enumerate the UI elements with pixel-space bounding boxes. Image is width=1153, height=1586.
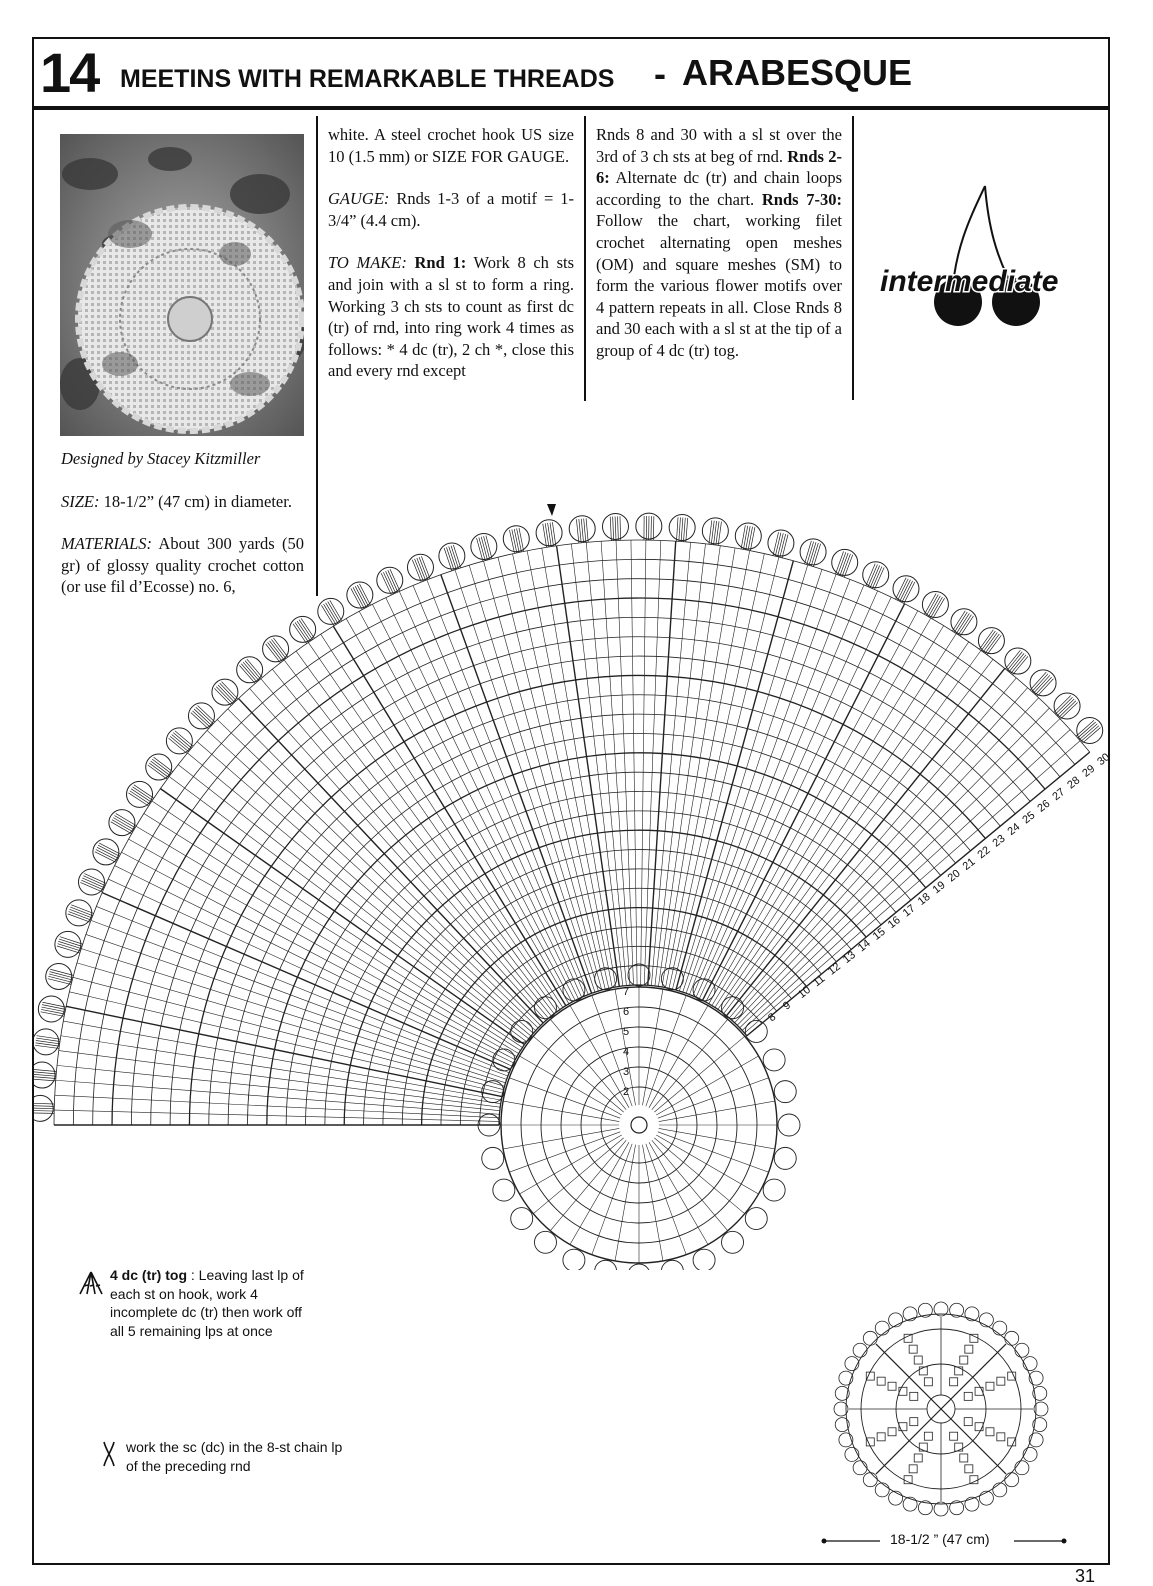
round-label: 3 bbox=[623, 1066, 629, 1078]
sc-in-chain-symbol-icon bbox=[100, 1440, 118, 1468]
size-label: SIZE: bbox=[61, 492, 100, 511]
round-label: 16 bbox=[886, 914, 903, 931]
legend-item-1-title: 4 dc (tr) tog bbox=[110, 1267, 187, 1283]
round-label: 27 bbox=[1050, 786, 1067, 803]
gauge-paragraph bbox=[328, 188, 574, 231]
round-label: 24 bbox=[1005, 821, 1022, 838]
round-label: 13 bbox=[841, 949, 858, 966]
doily-photo bbox=[60, 134, 304, 436]
middle-text-column bbox=[328, 124, 574, 403]
start-marker-icon bbox=[547, 504, 556, 516]
skill-level-badge: intermediate bbox=[880, 264, 1058, 300]
round-label: 6 bbox=[623, 1006, 629, 1018]
round-label: 26 bbox=[1035, 798, 1052, 815]
four-dc-tog-symbol-icon bbox=[76, 1270, 106, 1296]
materials-label: MATERIALS: bbox=[61, 534, 152, 553]
round-label: 20 bbox=[946, 868, 963, 885]
legend-item-sc: work the sc (dc) in the 8-st chain lp of the preceding rnd bbox=[126, 1438, 346, 1475]
rnds-7-30-label: Rnds 7-30: bbox=[762, 190, 842, 209]
rnds-7-30-text: Follow the chart, working filet crochet alternating open meshes (OM) and square meshes (SM) to form the various flower motifs over 4 pattern repeats in all. Close Rnds 8 and 30 each with a sl st at the tip of a group of 4 dc (tr) tog. bbox=[596, 211, 842, 360]
round-label: 4 bbox=[623, 1046, 629, 1058]
column-rule-3 bbox=[852, 116, 854, 400]
title-separator: - bbox=[654, 54, 666, 94]
round-label: 29 bbox=[1080, 763, 1097, 780]
round-label: 17 bbox=[901, 902, 918, 919]
gauge-text: Rnds 1-3 of a motif = 1-3/4” (4.4 cm). bbox=[328, 189, 574, 230]
to-make-paragraph bbox=[328, 252, 574, 382]
round-label: 21 bbox=[961, 856, 978, 873]
legend-item-1-text: : Leaving last lp of each st on hook, work 4 incomplete dc (tr) then work off all 5 remaining lps at once bbox=[110, 1267, 304, 1339]
round-label: 19 bbox=[931, 879, 948, 896]
round-label: 23 bbox=[990, 833, 1007, 850]
materials-continued: white. A steel crochet hook US size 10 (1.5 mm) or SIZE FOR GAUGE. bbox=[328, 124, 574, 167]
size-text: 18-1/2” (47 cm) in diameter. bbox=[104, 492, 292, 511]
rnd-continued: Rnds 8 and 30 with a sl st over the 3rd of 3 ch sts at beg of rnd. bbox=[596, 125, 842, 166]
designer-credit: Designed by Stacey Kitzmiller bbox=[61, 448, 304, 470]
crochet-chart bbox=[34, 500, 1114, 1270]
rnd1-text: Work 8 ch sts and join with a sl st to form a ring. Working 3 ch sts to count as first dc (tr) of rnd, into ring work 4 times as follows: * 4 dc (tr), 2 ch *, close this and every rnd except bbox=[328, 253, 574, 380]
round-label: 14 bbox=[856, 937, 873, 954]
round-label: 2 bbox=[623, 1086, 629, 1098]
round-label: 8 bbox=[766, 1011, 778, 1024]
round-label: 18 bbox=[916, 891, 933, 908]
rnds-2-6-text: Alternate dc (tr) and chain loops according to the chart. bbox=[596, 168, 842, 209]
round-label: 10 bbox=[796, 984, 813, 1001]
cherry-icon bbox=[870, 178, 1100, 328]
round-label: 22 bbox=[976, 844, 993, 861]
doily-overview-diagram bbox=[826, 1294, 1056, 1524]
round-label: 15 bbox=[871, 926, 888, 943]
right-text-column bbox=[596, 124, 842, 383]
round-label: 12 bbox=[826, 961, 843, 978]
round-label: 25 bbox=[1020, 809, 1037, 826]
diameter-text: 18-1/2 ” (47 cm) bbox=[890, 1531, 990, 1547]
diameter-dimension bbox=[818, 1530, 1070, 1552]
materials-text: About 300 yards (50 gr) of glossy quality crochet cotton (or use fil d’Ecosse) no. 6, bbox=[61, 534, 304, 596]
round-label: 7 bbox=[623, 986, 629, 998]
rnd1-label: Rnd 1: bbox=[415, 253, 467, 272]
to-make-label: TO MAKE: bbox=[328, 253, 407, 272]
page-number: 31 bbox=[1075, 1566, 1095, 1586]
column-rule-2 bbox=[584, 116, 586, 401]
round-label: 9 bbox=[781, 999, 793, 1012]
pattern-number: 14 bbox=[40, 42, 98, 104]
page-header bbox=[34, 40, 1108, 110]
legend-item-4dc-tog bbox=[110, 1266, 310, 1340]
round-label: 28 bbox=[1065, 774, 1082, 791]
round-label: 5 bbox=[623, 1026, 629, 1038]
rnds-2-6-label: Rnds 2-6: bbox=[596, 147, 842, 188]
round-label: 11 bbox=[811, 973, 827, 989]
gauge-label: GAUGE: bbox=[328, 189, 389, 208]
round-label: 30 bbox=[1095, 751, 1112, 768]
instructions-paragraph bbox=[596, 124, 842, 362]
pattern-title: ARABESQUE bbox=[682, 52, 912, 94]
series-title: MEETINS WITH REMARKABLE THREADS bbox=[120, 64, 614, 94]
